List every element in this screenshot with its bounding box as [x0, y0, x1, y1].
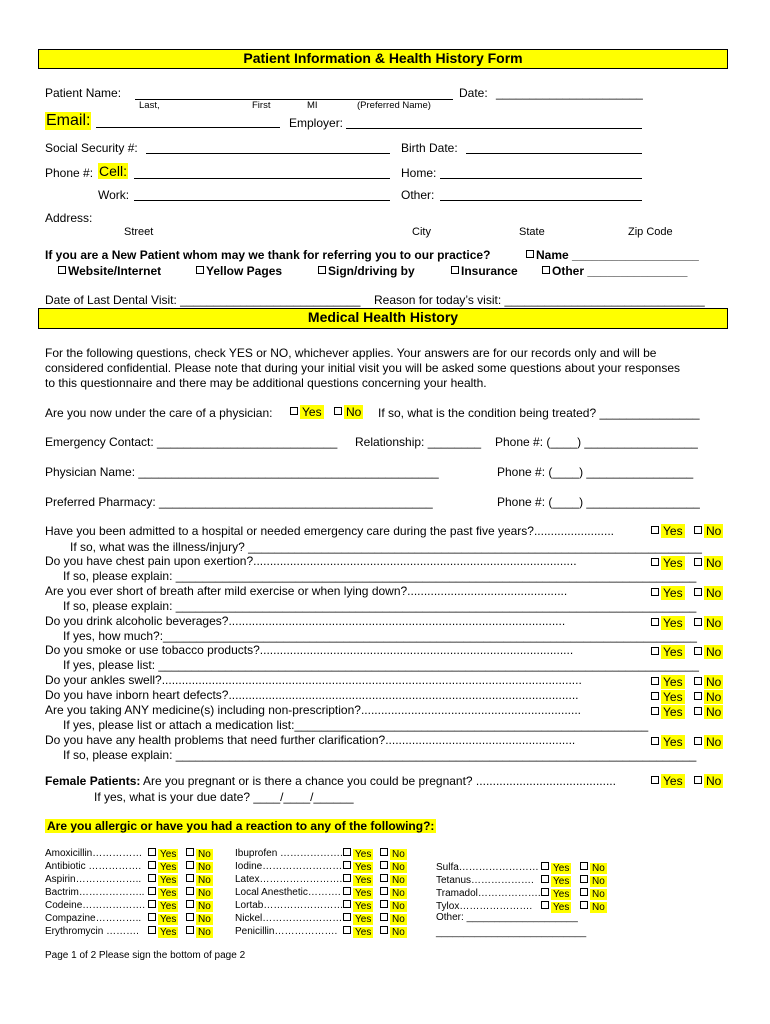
checkbox-icon	[694, 677, 702, 685]
checkbox-icon	[651, 776, 659, 784]
checkbox-icon	[651, 677, 659, 685]
checkbox-icon	[694, 776, 702, 784]
checkbox-icon	[186, 848, 194, 856]
checkbox-icon	[380, 887, 388, 895]
physician-care-yes[interactable]: Yes	[290, 405, 324, 419]
intro-line-2: considered confidential. Please note that during your initial visit you will be asked some questions about your responses	[45, 361, 681, 375]
address-street-label: Street	[124, 226, 154, 238]
female-patients-label: Female Patients:	[45, 774, 141, 788]
allergy-yes-checkbox[interactable]: Yes	[343, 861, 373, 873]
question-11-yes[interactable]: Yes	[651, 690, 685, 704]
due-date-field[interactable]: If yes, what is your due date? ____/____/______	[94, 790, 354, 804]
allergy-yes-checkbox[interactable]: Yes	[541, 875, 571, 887]
allergy-no-checkbox[interactable]: No	[186, 926, 213, 938]
address-zip-label: Zip Code	[628, 226, 673, 238]
checkbox-icon	[580, 901, 588, 909]
question-14-yes[interactable]: Yes	[651, 735, 685, 749]
allergies-title: Are you allergic or have you had a reaction to any of the following?:	[47, 819, 435, 833]
checkbox-icon	[580, 875, 588, 883]
allergy-no-checkbox[interactable]: No	[186, 861, 213, 873]
health-question: Do you drink alcoholic beverages?.....................................................................................................	[45, 614, 566, 628]
allergy-yes-checkbox[interactable]: Yes	[343, 913, 373, 925]
allergy-no-checkbox[interactable]: No	[380, 887, 407, 899]
allergy-no-checkbox[interactable]: No	[580, 901, 607, 913]
last-dental-visit-field[interactable]: Date of Last Dental Visit: ___________________________	[45, 293, 361, 307]
birth-date-field[interactable]	[466, 153, 642, 154]
allergy-no-checkbox[interactable]: No	[186, 887, 213, 899]
checkbox-icon	[580, 862, 588, 870]
checkbox-icon	[694, 526, 702, 534]
checkbox-icon	[343, 900, 351, 908]
checkbox-icon	[541, 901, 549, 909]
date-label: Date:	[459, 86, 488, 100]
emergency-contact-field[interactable]: Emergency Contact: ___________________________	[45, 435, 338, 449]
health-question: Are you taking ANY medicine(s) including non-prescription?..................................................................	[45, 703, 581, 717]
question-6-yes[interactable]: Yes	[651, 616, 685, 630]
question-14-no[interactable]: No	[694, 735, 723, 749]
allergy-no-checkbox[interactable]: No	[186, 848, 213, 860]
health-question-followup[interactable]: If yes, how much?:________________________________________________________________________________	[63, 629, 697, 643]
question-4-yes[interactable]: Yes	[651, 586, 685, 600]
checkbox-icon	[148, 887, 156, 895]
checkbox-icon	[196, 266, 204, 274]
checkbox-icon	[380, 861, 388, 869]
checkbox-icon	[694, 692, 702, 700]
checkbox-icon	[290, 407, 298, 415]
relationship-field[interactable]: Relationship: ________	[355, 435, 482, 449]
physician-phone-field[interactable]: Phone #: (____) ________________	[497, 465, 694, 479]
name-sublabel-preferred: (Preferred Name)	[357, 100, 431, 111]
checkbox-icon	[334, 407, 342, 415]
allergy-item-label: Tylox………………….	[436, 901, 533, 912]
referral-website-option[interactable]: Website/Internet	[58, 264, 161, 278]
referral-sign-option[interactable]: Sign/driving by	[318, 264, 415, 278]
pharmacy-field[interactable]: Preferred Pharmacy: _________________________________________	[45, 495, 433, 509]
ssn-label: Social Security #:	[45, 141, 138, 155]
checkbox-icon	[380, 848, 388, 856]
checkbox-icon	[651, 618, 659, 626]
form-title: Patient Information & Health History Form	[38, 49, 728, 69]
name-sublabel-mi: MI	[307, 100, 318, 111]
checkbox-icon	[694, 737, 702, 745]
medical-history-title: Medical Health History	[38, 308, 728, 329]
email-label: Email:	[46, 112, 91, 129]
email-field[interactable]	[96, 127, 280, 128]
referral-other-option[interactable]: Other _______________	[542, 264, 687, 278]
question-10-no[interactable]: No	[694, 675, 723, 689]
question-10-yes[interactable]: Yes	[651, 675, 685, 689]
checkbox-icon	[186, 874, 194, 882]
address-city-label: City	[412, 226, 431, 238]
checkbox-icon	[148, 926, 156, 934]
checkbox-icon	[651, 647, 659, 655]
allergy-yes-checkbox[interactable]: Yes	[148, 861, 178, 873]
allergy-yes-checkbox[interactable]: Yes	[148, 913, 178, 925]
pregnant-yes[interactable]: Yes	[651, 774, 685, 788]
checkbox-icon	[694, 618, 702, 626]
cell-label: Cell:	[99, 163, 128, 179]
allergy-no-checkbox[interactable]: No	[380, 900, 407, 912]
checkbox-icon	[186, 861, 194, 869]
allergy-item-label: Codeine……………….	[45, 900, 146, 911]
home-field[interactable]	[440, 178, 642, 179]
name-sublabel-last: Last,	[139, 100, 160, 111]
other-phone-label: Other:	[401, 188, 435, 202]
physician-care-no[interactable]: No	[334, 405, 363, 419]
address-label: Address:	[45, 211, 93, 225]
checkbox-icon	[58, 266, 66, 274]
health-question: Do your ankles swell?..............................................................................................................................	[45, 673, 582, 687]
health-question-followup[interactable]: If yes, please list: _________________________________________________________________________________	[63, 658, 699, 672]
question-2-no[interactable]: No	[694, 556, 723, 570]
allergy-item-label: Tetanus……………….	[436, 875, 534, 886]
work-field[interactable]	[134, 200, 390, 201]
checkbox-icon	[651, 526, 659, 534]
health-question-followup[interactable]: If yes, please list or attach a medication list:_____________________________________________________	[63, 718, 649, 732]
checkbox-icon	[694, 588, 702, 596]
employer-field[interactable]	[346, 128, 642, 129]
question-4-no[interactable]: No	[694, 586, 723, 600]
health-question: Are you ever short of breath after mild exercise or when lying down?................................................	[45, 584, 568, 598]
checkbox-icon	[541, 862, 549, 870]
checkbox-icon	[343, 848, 351, 856]
allergy-yes-checkbox[interactable]: Yes	[148, 848, 178, 860]
home-label: Home:	[401, 166, 437, 180]
allergy-item-label: Amoxicillin……………	[45, 848, 143, 859]
visit-reason-field[interactable]: Reason for today’s visit: ______________________________	[374, 293, 705, 307]
checkbox-icon	[186, 900, 194, 908]
name-sublabel-first: First	[252, 100, 271, 111]
allergy-no-checkbox[interactable]: No	[580, 875, 607, 887]
allergy-yes-checkbox[interactable]: Yes	[541, 888, 571, 900]
allergy-item-label: Local Anesthetic……….	[235, 887, 341, 898]
checkbox-icon	[651, 692, 659, 700]
date-field[interactable]: ______________________	[496, 86, 643, 100]
allergy-yes-checkbox[interactable]: Yes	[343, 926, 373, 938]
allergy-yes-checkbox[interactable]: Yes	[148, 926, 178, 938]
work-label: Work:	[98, 188, 130, 202]
allergy-item-label: Iodine…………………….	[235, 861, 346, 872]
health-question-followup[interactable]: If so, please explain: ______________________________________________________________________________	[63, 599, 697, 613]
checkbox-icon	[380, 874, 388, 882]
phone-label: Phone #:	[45, 166, 94, 180]
checkbox-icon	[343, 913, 351, 921]
health-question-followup[interactable]: If so, please explain: ______________________________________________________________________________	[63, 569, 697, 583]
allergy-item-label: Lortab……………………	[235, 900, 344, 911]
checkbox-icon	[580, 888, 588, 896]
allergy-other-field[interactable]: Other: ____________________	[436, 912, 578, 923]
allergy-yes-checkbox[interactable]: Yes	[343, 874, 373, 886]
checkbox-icon	[186, 913, 194, 921]
female-question: Are you pregnant or is there a chance you could be pregnant? ..........................................	[143, 774, 616, 788]
checkbox-icon	[148, 848, 156, 856]
allergy-no-checkbox[interactable]: No	[380, 926, 407, 938]
allergy-other-line[interactable]: ___________________________	[436, 927, 587, 938]
allergy-no-checkbox[interactable]: No	[186, 913, 213, 925]
employer-label: Employer:	[289, 116, 344, 130]
physician-care-question: Are you now under the care of a physician:	[45, 406, 273, 420]
allergy-no-checkbox[interactable]: No	[380, 874, 407, 886]
referral-insurance-option[interactable]: Insurance	[451, 264, 518, 278]
referral-question: If you are a New Patient whom may we thank for referring you to our practice?	[45, 248, 491, 262]
checkbox-icon	[148, 913, 156, 921]
allergy-yes-checkbox[interactable]: Yes	[541, 901, 571, 913]
checkbox-icon	[694, 647, 702, 655]
question-12-no[interactable]: No	[694, 705, 723, 719]
page-footer: Page 1 of 2 Please sign the bottom of page 2	[45, 950, 246, 961]
checkbox-icon	[148, 900, 156, 908]
checkbox-icon	[186, 887, 194, 895]
allergy-item-label: Antibiotic …………….	[45, 861, 142, 872]
ssn-field[interactable]	[146, 153, 390, 154]
checkbox-icon	[541, 888, 549, 896]
allergy-no-checkbox[interactable]: No	[380, 913, 407, 925]
allergy-item-label: Compazine…………..	[45, 913, 142, 924]
allergy-yes-checkbox[interactable]: Yes	[343, 887, 373, 899]
question-12-yes[interactable]: Yes	[651, 705, 685, 719]
question-0-no[interactable]: No	[694, 524, 723, 538]
checkbox-icon	[343, 861, 351, 869]
checkbox-icon	[343, 926, 351, 934]
question-11-no[interactable]: No	[694, 690, 723, 704]
allergy-item-label: Ibuprofen ……………….	[235, 848, 343, 859]
allergy-item-label: Aspirin………………..	[45, 874, 142, 885]
checkbox-icon	[380, 913, 388, 921]
allergy-no-checkbox[interactable]: No	[580, 862, 607, 874]
checkbox-icon	[651, 588, 659, 596]
checkbox-icon	[380, 926, 388, 934]
health-question: Do you smoke or use tobacco products?..............................................................................................	[45, 643, 574, 657]
checkbox-icon	[526, 250, 534, 258]
allergy-yes-checkbox[interactable]: Yes	[541, 862, 571, 874]
address-state-label: State	[519, 226, 545, 238]
pharmacy-phone-field[interactable]: Phone #: (____) _________________	[497, 495, 700, 509]
checkbox-icon	[542, 266, 550, 274]
physician-name-field[interactable]: Physician Name: _____________________________________________	[45, 465, 439, 479]
question-2-yes[interactable]: Yes	[651, 556, 685, 570]
question-8-no[interactable]: No	[694, 645, 723, 659]
referral-yellow-pages-option[interactable]: Yellow Pages	[196, 264, 282, 278]
pregnant-no[interactable]: No	[694, 774, 723, 788]
checkbox-icon	[343, 887, 351, 895]
question-8-yes[interactable]: Yes	[651, 645, 685, 659]
allergy-no-checkbox[interactable]: No	[380, 848, 407, 860]
allergy-no-checkbox[interactable]: No	[380, 861, 407, 873]
checkbox-icon	[148, 874, 156, 882]
allergy-item-label: Tramadol……………….	[436, 888, 541, 899]
health-question-followup[interactable]: If so, please explain: ______________________________________________________________________________	[63, 748, 697, 762]
question-6-no[interactable]: No	[694, 616, 723, 630]
checkbox-icon	[651, 737, 659, 745]
allergy-yes-checkbox[interactable]: Yes	[148, 874, 178, 886]
checkbox-icon	[651, 707, 659, 715]
allergy-yes-checkbox[interactable]: Yes	[148, 887, 178, 899]
allergy-yes-checkbox[interactable]: Yes	[148, 900, 178, 912]
allergy-item-label: Bactrim………………..	[45, 887, 145, 898]
allergy-item-label: Nickel……………………	[235, 913, 343, 924]
health-question: Do you have any health problems that need further clarification?.........................................................	[45, 733, 576, 747]
checkbox-icon	[148, 861, 156, 869]
other-phone-field[interactable]	[440, 200, 642, 201]
intro-line-3: to this questionnaire and there may be additional questions concerning your health.	[45, 376, 487, 390]
referral-name-option[interactable]: Name ___________________	[526, 248, 699, 262]
intro-line-1: For the following questions, check YES or NO, whichever applies. Your answers are for our records only and will be	[45, 346, 657, 360]
checkbox-icon	[380, 900, 388, 908]
health-question-followup[interactable]: If so, what was the illness/injury? ____________________________________________________________________	[70, 540, 702, 554]
allergy-item-label: Latex……………………..	[235, 874, 346, 885]
health-question: Do you have chest pain upon exertion?.................................................................................................	[45, 554, 577, 568]
health-question: Have you been admitted to a hospital or needed emergency care during the past five years?........................	[45, 524, 614, 538]
allergy-yes-checkbox[interactable]: Yes	[343, 848, 373, 860]
checkbox-icon	[651, 558, 659, 566]
allergy-item-label: Erythromycin ……….	[45, 926, 139, 937]
allergy-yes-checkbox[interactable]: Yes	[343, 900, 373, 912]
cell-field[interactable]	[134, 178, 390, 179]
checkbox-icon	[541, 875, 549, 883]
checkbox-icon	[694, 558, 702, 566]
patient-name-label: Patient Name:	[45, 86, 122, 100]
checkbox-icon	[694, 707, 702, 715]
condition-field[interactable]: If so, what is the condition being treated? _______________	[378, 406, 700, 420]
female-question-row	[45, 774, 616, 788]
allergy-item-label: Sulfa……………………	[436, 862, 539, 873]
checkbox-icon	[451, 266, 459, 274]
emergency-phone-field[interactable]: Phone #: (____) _________________	[495, 435, 698, 449]
allergy-item-label: Penicillin……………….	[235, 926, 338, 937]
checkbox-icon	[186, 926, 194, 934]
allergy-no-checkbox[interactable]: No	[186, 874, 213, 886]
birth-date-label: Birth Date:	[401, 141, 458, 155]
checkbox-icon	[343, 874, 351, 882]
allergy-no-checkbox[interactable]: No	[580, 888, 607, 900]
checkbox-icon	[318, 266, 326, 274]
allergy-no-checkbox[interactable]: No	[186, 900, 213, 912]
health-question: Do you have inborn heart defects?.........................................................................................................	[45, 688, 579, 702]
question-0-yes[interactable]: Yes	[651, 524, 685, 538]
